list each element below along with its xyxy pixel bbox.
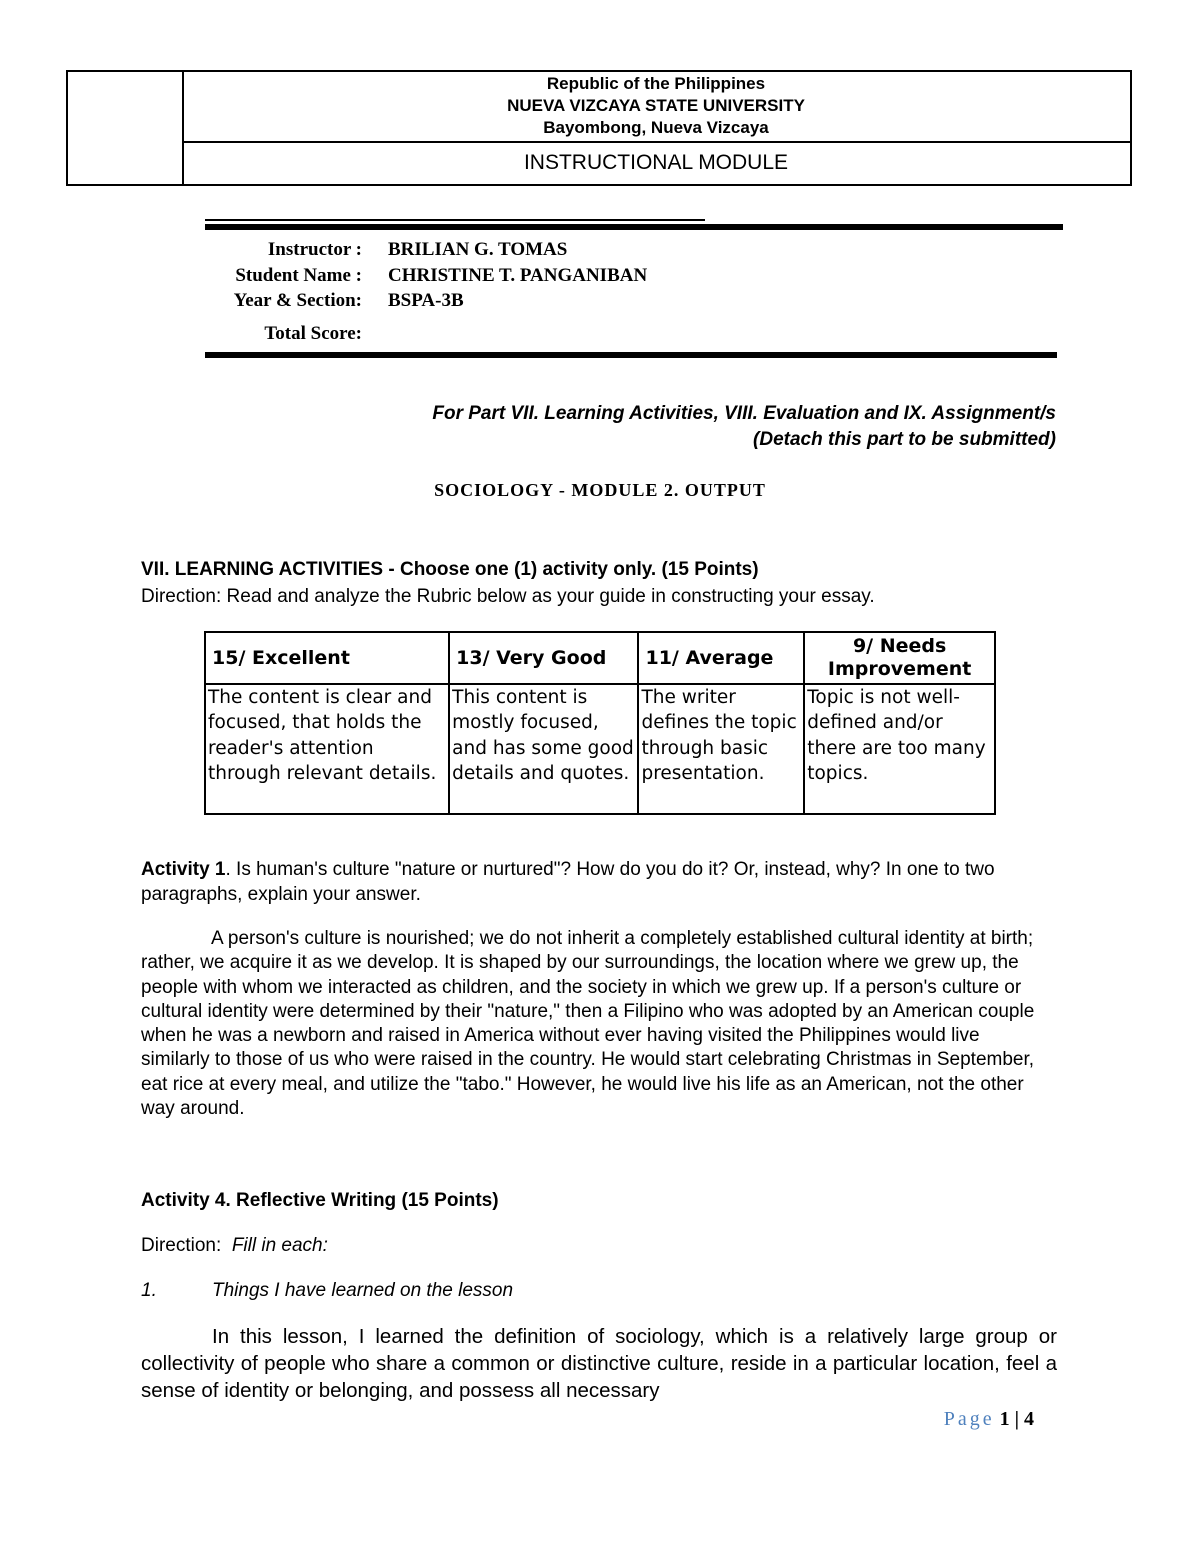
- activity-4-answer: In this lesson, I learned the definition of sociology, which is a relatively large group or collectivity of people who share a common or distinctive culture, reside in a particular location, feel a sense of identity or belonging, and possess all necessary: [141, 1325, 1057, 1403]
- module-title: SOCIOLOGY - MODULE 2. OUTPUT: [434, 480, 766, 500]
- activity-4-heading: Activity 4. Reflective Writing (15 Points): [141, 1190, 499, 1211]
- activity-4-item-1: [141, 1279, 1061, 1304]
- rubric-header: 11/ Average: [638, 632, 804, 684]
- instructions-line1: For Part VII. Learning Activities, VIII. Evaluation and IX. Assignment/s: [432, 403, 1056, 424]
- activity-1-question: . Is human's culture "nature or nurtured"? How do you do it? Or, instead, why? In one to two paragraphs, explain your answer.: [141, 859, 995, 905]
- institution-block: [182, 72, 1130, 143]
- activity-1-question-block: [141, 858, 1051, 907]
- rubric-cell: The content is clear and focused, that holds the reader's attention through relevant details.: [205, 684, 449, 814]
- rubric-cell: Topic is not well-defined and/or there are too many topics.: [804, 684, 995, 814]
- activity-4-direction-label: Direction:: [141, 1235, 222, 1256]
- activity-4-direction-text: Fill in each:: [231, 1235, 328, 1256]
- instructor-name: BRILIAN G. TOMAS: [388, 239, 568, 260]
- info-top-rule-thin: [205, 219, 705, 221]
- rubric-cell: This content is mostly focused, and has some good details and quotes.: [449, 684, 638, 814]
- student-name: CHRISTINE T. PANGANIBAN: [388, 265, 648, 286]
- instructions-line2: (Detach this part to be submitted): [753, 429, 1056, 450]
- page-footer: [944, 1408, 1034, 1431]
- activity-4-direction: [141, 1234, 1061, 1259]
- rubric-header: 15/ Excellent: [205, 632, 449, 684]
- logo-cell: [68, 72, 184, 184]
- info-top-rule: [205, 224, 1063, 230]
- republic-line: Republic of the Philippines: [546, 74, 766, 93]
- page-number: 1: [999, 1408, 1010, 1430]
- page-separator: |: [1014, 1408, 1019, 1430]
- section-7-heading: VII. LEARNING ACTIVITIES - Choose one (1) activity only. (15 Points): [141, 559, 759, 580]
- student-label: Student Name :: [235, 265, 362, 286]
- total-score-label: Total Score:: [264, 323, 362, 344]
- rubric-header: 9/ Needs Improvement: [804, 632, 995, 684]
- page-word: Page: [943, 1408, 995, 1430]
- activity-1-label: Activity 1: [141, 859, 226, 880]
- rubric-table: [204, 631, 996, 815]
- rubric-header: 13/ Very Good: [449, 632, 638, 684]
- module-label: INSTRUCTIONAL MODULE: [523, 151, 789, 174]
- instructor-label: Instructor :: [267, 239, 362, 260]
- university-location: Bayombong, Nueva Vizcaya: [543, 118, 769, 137]
- year-section-label: Year & Section:: [233, 290, 362, 311]
- section-7-direction: Direction: Read and analyze the Rubric below as your guide in constructing your essay.: [141, 586, 875, 607]
- university-name: NUEVA VIZCAYA STATE UNIVERSITY: [507, 96, 805, 115]
- item-text: Things I have learned on the lesson: [212, 1280, 514, 1301]
- item-number: 1.: [141, 1280, 157, 1301]
- rubric-header-row: [205, 632, 995, 684]
- year-section-value: BSPA-3B: [388, 290, 464, 311]
- info-bottom-rule: [205, 352, 1057, 358]
- activity-1-answer: A person's culture is nourished; we do not inherit a completely established cultural identity at birth; rather, we acquire it as we develop. It is shaped by our surroundings, the location where we grew up, the people with whom we interacted as children, and the society in which we grew up. If a person's culture or cultural identity were determined by their "nature," then a Filipino who was adopted by an American couple when he was a newborn and raised in America without ever having visited the Philippines would live similarly to those of us who were raised in the country. He would start celebrating Christmas in September, eat rice at every meal, and utilize the "tabo." However, he would live his life as an American, not the other way around.: [141, 928, 1035, 1120]
- rubric-criteria-row: [205, 684, 995, 814]
- module-header: [66, 70, 1132, 186]
- rubric-cell: The writer defines the topic through basic presentation.: [638, 684, 804, 814]
- page-total: 4: [1024, 1408, 1034, 1430]
